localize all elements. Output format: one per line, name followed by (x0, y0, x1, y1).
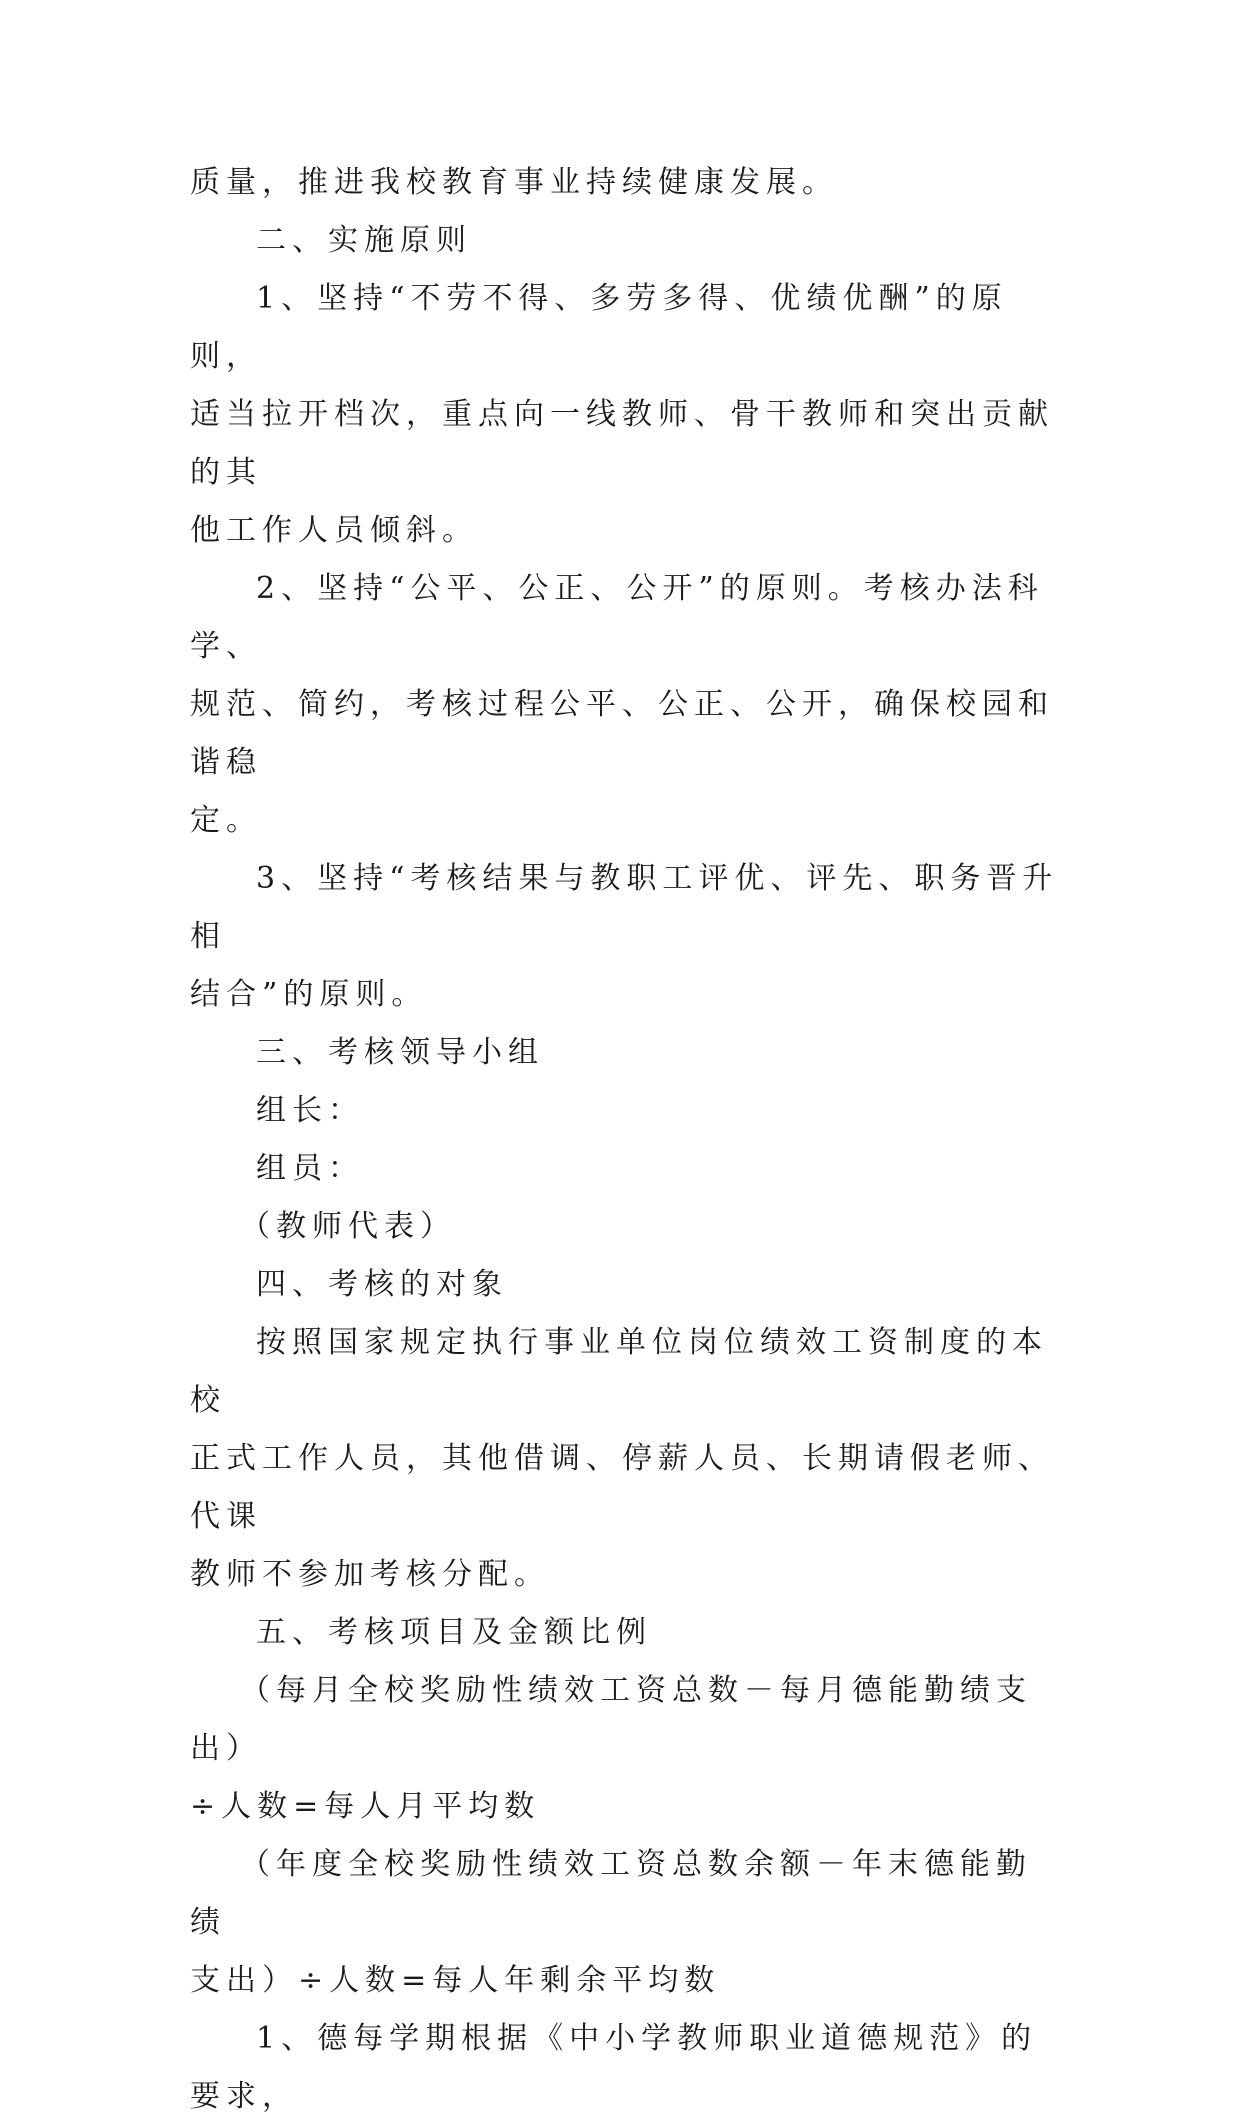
text-line: 教师不参加考核分配。 (190, 1557, 550, 1592)
text-line: 定。 (190, 803, 262, 838)
section-heading: 四、考核的对象 (256, 1267, 508, 1302)
section-heading: 三、考核领导小组 (256, 1035, 544, 1070)
text-line: 按照国家规定执行事业单位岗位绩效工资制度的本校 (190, 1325, 1048, 1418)
section-heading: 五、考核项目及金额比例 (256, 1615, 652, 1650)
text-line: 适当拉开档次，重点向一线教师、骨干教师和突出贡献的其 (190, 397, 1054, 490)
text-line: 3、坚持“考核结果与教职工评优、评先、职务晋升相 (190, 861, 1059, 954)
text-line: （教师代表） (240, 1209, 456, 1244)
text-line: 规范、简约，考核过程公平、公正、公开，确保校园和谐稳 (190, 687, 1054, 780)
formula-line: （每月全校奖励性绩效工资总数－每月德能勤绩支出） (190, 1673, 1032, 1766)
document-body (190, 154, 1060, 2126)
text-line: 2、坚持“公平、公正、公开”的原则。考核办法科学、 (190, 571, 1044, 664)
text-line: 结合”的原则。 (190, 977, 428, 1012)
formula-line: 支出）÷人数=每人年剩余平均数 (190, 1963, 721, 1998)
text-line: 组员： (256, 1151, 364, 1186)
section-heading: 二、实施原则 (256, 223, 472, 258)
text-line: 质量，推进我校教育事业持续健康发展。 (190, 165, 838, 200)
text-line: 他工作人员倾斜。 (190, 513, 478, 548)
formula-line: （年度全校奖励性绩效工资总数余额－年末德能勤绩 (190, 1847, 1032, 1940)
formula-line: ÷人数=每人月平均数 (190, 1789, 541, 1824)
text-line: 正式工作人员，其他借调、停薪人员、长期请假老师、代课 (190, 1441, 1054, 1534)
text-line: 1、坚持“不劳不得、多劳多得、优绩优酬”的原则， (190, 281, 1008, 374)
text-line: 1、德每学期根据《中小学教师职业道德规范》的要求， (190, 2021, 1038, 2114)
text-line: 组长： (256, 1093, 364, 1128)
